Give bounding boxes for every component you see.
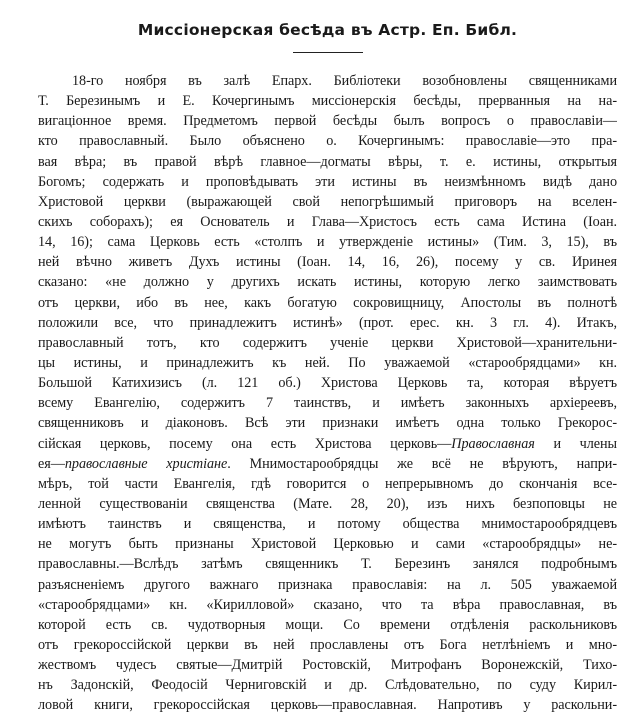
text-line: мѣръ, той части Евангелiя, гдѣ говорится о непрерывномъ до скончанiя все-	[38, 475, 617, 492]
text-line: Богомъ; содержать и проповѣдывать эти истины въ неизмѣнномъ видѣ дано	[38, 173, 617, 190]
text-line: кто православный. Было объяснено о. Кочергинымъ: православiе—это пра-	[38, 133, 617, 150]
text-line: которой есть св. чудотворныя мощи. Со времени отдѣленiя раскольниковъ	[38, 616, 617, 633]
text-line: Т. Березинымъ и Е. Кочергинымъ миссiонерскiя бесѣды, прерванныя на на-	[38, 93, 617, 110]
text-line: нъ Задонскiй, Феодосiй Черниговскiй и др. Слѣдовательно, по суду Кирил-	[38, 677, 617, 694]
text-line: скихъ соборахъ); ея Основатель и Глава—Христосъ есть сама Истина (Iоан.	[38, 213, 617, 230]
text-line: цы истины, и принадлежитъ къ ней. По уважаемой «старообрядцами» кн.	[38, 354, 617, 371]
text-line: положили все, что принадлежитъ истинѣ» (прот. ерес. кн. 3 гл. 4). Итакъ,	[38, 314, 617, 331]
emphasis-text: православные христiане	[64, 455, 228, 472]
text-line: не могутъ быть признаны Христовой Церковью и сами «старообрядцы» не-	[38, 536, 617, 553]
emphasis-text: Православная	[451, 435, 535, 452]
text-line: ней вѣчно живетъ Духъ истины (Iоан. 14, 16, 26), посему у св. Иринея	[38, 254, 617, 271]
text-line: сiйская церковь, посему она есть Христова церковь—Православная и члены	[38, 435, 617, 452]
text-line: имѣютъ таинствъ и священства, и потому общества мнимостарообрядцевъ	[38, 516, 617, 533]
text-line: Большой Катихизисъ (л. 121 об.) Христова Церковь та, которая вѣруетъ	[38, 375, 617, 392]
text-line: 14, 16); сама Церковь есть «столпъ и утвержденiе истины» (Тим. 3, 15), въ	[38, 234, 617, 251]
text-line: ея—православные христiане. Мнимостарообрядцы же всё не вѣруютъ, напри-	[38, 455, 617, 472]
text-line: вая вѣра; въ правой вѣрѣ главное—догматы вѣры, т. е. истины, открытыя	[38, 153, 617, 170]
text-line: православный тотъ, кто содержитъ ученiе церкви Христовой—хранительни-	[38, 334, 617, 351]
title-divider	[293, 52, 363, 53]
text-line: всему Евангелiю, содержитъ 7 таинствъ, и имѣетъ законныхъ архiереевъ,	[38, 395, 617, 412]
text-line: отъ грекороссiйской церкви въ ней прославлены отъ Бога нетлѣнiемъ и мно-	[38, 636, 617, 653]
text-line: Христовой церкви (выражающей свой непогрѣшимый приговоръ на вселен-	[38, 193, 617, 210]
text-line: ленной существованiи священства (Мате. 28, 20), изъ нихъ безпоповцы не	[38, 495, 617, 512]
text-line: «старообрядцами» кн. «Кирилловой» сказано, что та вѣра православная, въ	[38, 596, 617, 613]
text-line: ловой книги, грекороссiйская церковь—православная. Напротивъ у раскольни-	[38, 697, 617, 714]
page-title: Миссiонерская бесѣда въ Астр. Еп. Библ.	[137, 21, 518, 39]
text-line: священниковъ и дiаконовъ. Всѣ эти признаки имѣетъ одна только Грекорос-	[38, 415, 617, 432]
text-line: отъ церкви, ибо въ нее, какъ богатую сокровищницу, Апостолы въ полнотѣ	[38, 294, 617, 311]
text-line: православны.—Вслѣдъ затѣмъ священникъ Т. Березинъ занялся подробнымъ	[38, 556, 617, 573]
text-line: вигацiонное время. Предметомъ первой бесѣды былъ вопросъ о православiи—	[38, 113, 617, 130]
text-line: сказано: «не должно у другихъ искать истины, которую легко заимствовать	[38, 274, 617, 291]
text-line: разъясненiемъ другого важнаго признака православiя: на л. 505 уважаемой	[38, 576, 617, 593]
article-body	[38, 71, 617, 716]
text-line: 18-го ноября въ залѣ Епарх. Библiотеки возобновлены священниками	[72, 73, 617, 89]
text-line: жествомъ чудесъ святые—Дмитрiй Ростовскiй, Митрофанъ Воронежскiй, Тихо-	[38, 657, 617, 674]
